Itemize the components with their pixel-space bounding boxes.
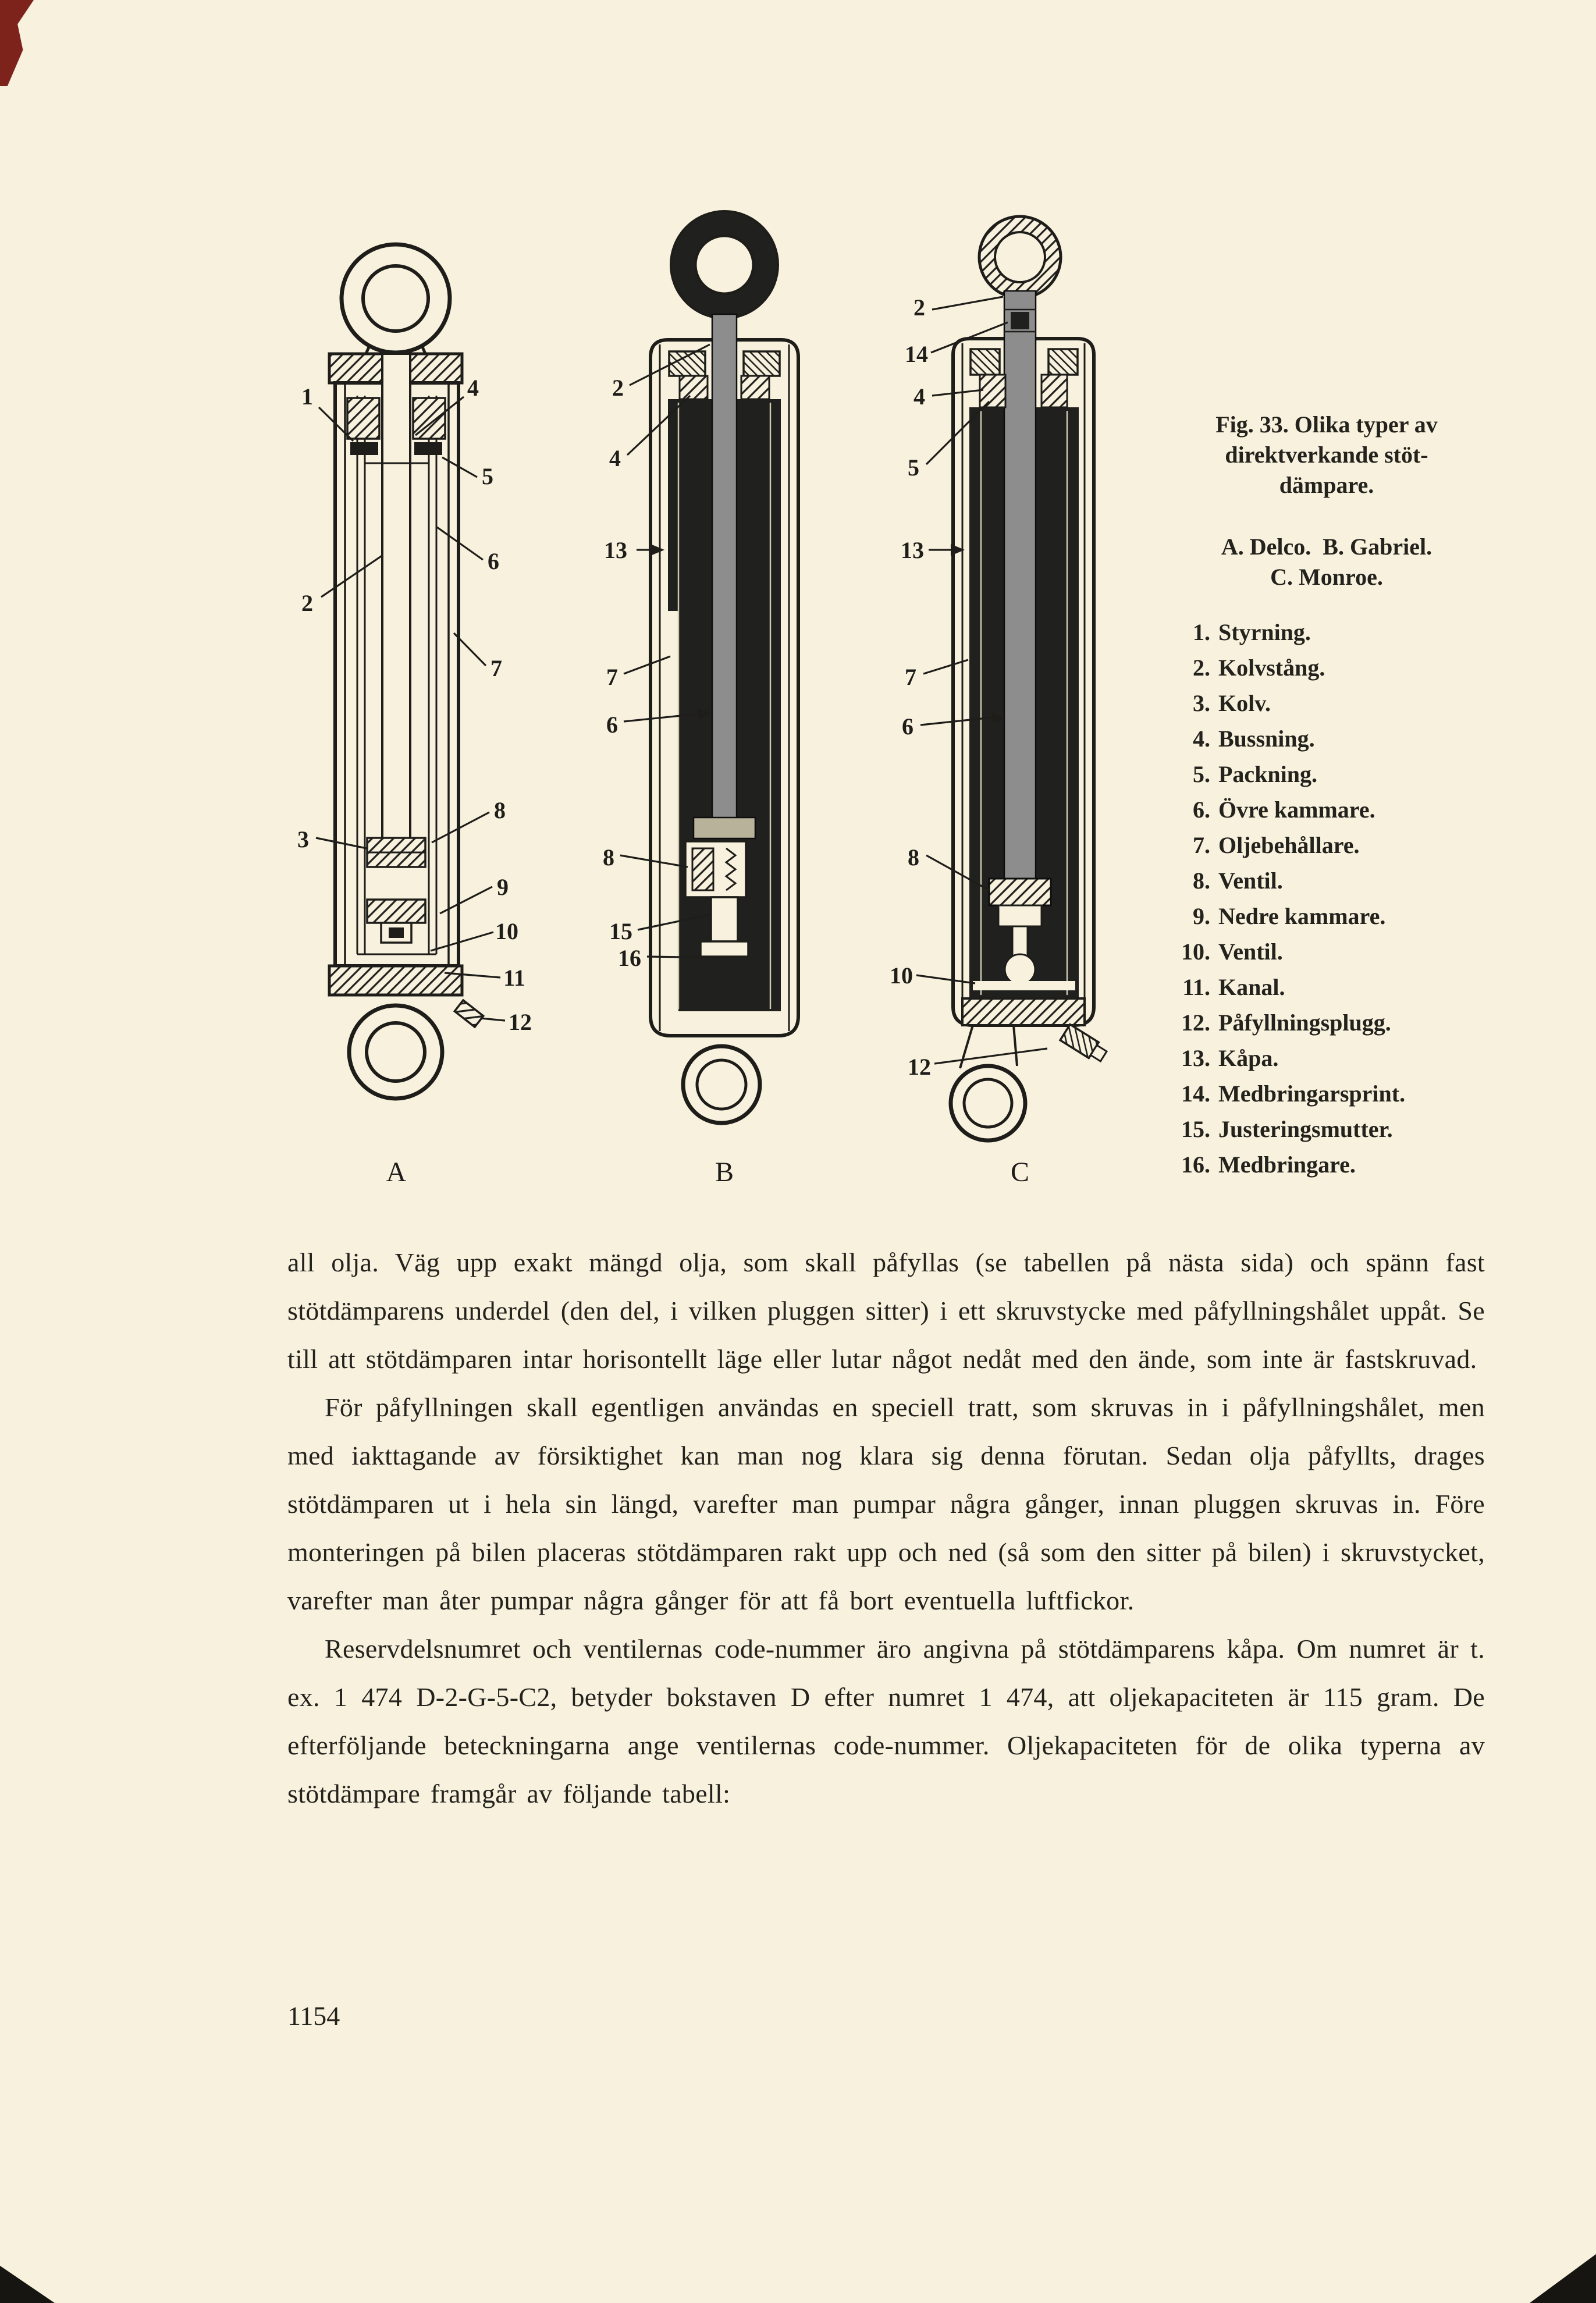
legend-item: [1166, 650, 1405, 685]
callout-b-16: 16: [618, 945, 641, 971]
legend-label: Påfyllningsplugg.: [1218, 1010, 1391, 1036]
figure-caption-line: Fig. 33. Olika typer av: [1215, 411, 1438, 438]
legend-number: 1.: [1193, 619, 1210, 645]
callout-c-5: 5: [908, 454, 919, 481]
paragraph-3: Reservdelsnumret och ventilernas code-nummer äro angivna på stötdämparens kåpa. Om numret är t. ex. 1 474 D-2-G-5-C2, betyder bokstaven D efter numret 1 474, att oljekapaciteten är 115 gram. De efterföljande beteckningarna ange ventilernas code-nummer. Oljekapaciteten för de olika typerna av stötdämpare framgår av följande tabell:: [287, 1634, 1485, 1808]
legend-number: 7.: [1193, 832, 1210, 858]
figure-legend: [1166, 614, 1405, 1182]
fill-plug: [454, 1000, 483, 1027]
legend-label: Medbringarsprint.: [1218, 1081, 1406, 1107]
scan-mark-bottom-right: [1530, 2254, 1596, 2303]
legend-item: [1166, 1147, 1405, 1182]
piston: [694, 818, 755, 838]
callout-a-3: 3: [297, 826, 309, 852]
callout-b-15: 15: [609, 918, 632, 944]
diagram-label-b: B: [715, 1157, 734, 1188]
legend-label: Ventil.: [1218, 868, 1283, 894]
legend-label: Medbringare.: [1218, 1152, 1356, 1178]
legend-label: Kolv.: [1218, 690, 1271, 716]
legend-item: [1166, 934, 1405, 969]
diagram-gabriel-callouts: [603, 375, 641, 971]
legend-item: [1166, 827, 1405, 863]
legend-item: [1166, 614, 1405, 650]
figure-variants: [1152, 532, 1501, 592]
legend-label: Övre kammare.: [1218, 797, 1375, 823]
legend-number: 3.: [1193, 690, 1210, 716]
gland-left: [971, 349, 1000, 375]
piston-rod: [382, 354, 410, 841]
figure-variants-line: C. Monroe.: [1270, 564, 1383, 590]
callout-b-7: 7: [606, 664, 618, 690]
legend-item: [1166, 721, 1405, 756]
driver-pin: [1011, 312, 1029, 329]
legend-label: Styrning.: [1218, 619, 1311, 645]
legend-item: [1166, 898, 1405, 934]
piston: [989, 879, 1051, 905]
bottom-cap: [962, 998, 1085, 1025]
callout-a-1: 1: [301, 383, 313, 410]
legend-number: 9.: [1193, 903, 1210, 929]
callout-a-5: 5: [482, 463, 493, 489]
legend-number: 6.: [1193, 797, 1210, 823]
legend-label: Oljebehållare.: [1218, 832, 1360, 858]
legend-item: [1166, 685, 1405, 721]
legend-label: Justeringsmutter.: [1218, 1116, 1393, 1142]
legend-label: Bussning.: [1218, 726, 1315, 752]
adjusting-nut: [711, 897, 738, 941]
legend-number: 16.: [1181, 1152, 1210, 1178]
legend-number: 8.: [1193, 868, 1210, 894]
callout-c-13: 13: [901, 537, 924, 563]
bottom-cap: [329, 966, 462, 995]
paragraph-1: all olja. Väg upp exakt mängd olja, som skall påfyllas (se tabellen på nästa sida) och spänn fast stötdämparens underdel (den del, i vilken pluggen sitter) i ett skruvstycke med påfyllningshålet uppåt. Se till att stötdämparen intar horisontellt läge eller lutar något nedåt med den ände, som inte är fastskruvad.: [287, 1248, 1485, 1374]
callout-a-9: 9: [497, 874, 509, 900]
legend-label: Kåpa.: [1218, 1045, 1279, 1071]
legend-item: [1166, 792, 1405, 827]
fill-plug: [1060, 1025, 1108, 1064]
legend-item: [1166, 1005, 1405, 1040]
base-valve: [1005, 954, 1035, 985]
body-text: [287, 1238, 1485, 1818]
callout-a-7: 7: [490, 655, 502, 681]
callout-a-4: 4: [467, 375, 479, 401]
callout-c-6: 6: [902, 713, 913, 740]
callout-a-12: 12: [509, 1009, 532, 1035]
page-number: 1154: [287, 2001, 340, 2031]
driver: [701, 941, 748, 957]
base-valve: [367, 900, 425, 923]
callout-c-10: 10: [890, 962, 913, 989]
scan-mark-bottom-left: [0, 2266, 55, 2303]
gland-left: [347, 398, 379, 439]
legend-item: [1166, 1076, 1405, 1111]
legend-item: [1166, 1111, 1405, 1147]
callout-b-8: 8: [603, 844, 614, 870]
callout-b-13: 13: [604, 537, 627, 563]
legend-label: Kanal.: [1218, 974, 1285, 1000]
figure-caption-line: dämpare.: [1279, 472, 1374, 498]
legend-label: Nedre kammare.: [1218, 903, 1386, 929]
callout-b-6: 6: [606, 712, 618, 738]
legend-label: Packning.: [1218, 761, 1318, 787]
diagram-label-a: A: [386, 1157, 407, 1188]
bottom-eye: [683, 1046, 760, 1123]
callout-a-6: 6: [488, 548, 499, 574]
callout-c-7: 7: [905, 664, 916, 690]
paragraph-2: För påfyllningen skall egentligen användas en speciell tratt, som skruvas in i påfyllningshålet, men med iakttagande av försiktighet kan man nog klara sig denna förutan. Sedan olja påfyllts, drages stötdämparen ut i hela sin längd, varefter man pumpar några gånger, innan pluggen skruvas in. Före monteringen på bilen placeras stötdämparen rakt upp och ned (så som den sitter på bilen) i skruvstycket, varefter man åter pumpar några gånger för att få bort eventuella luftfickor.: [287, 1392, 1485, 1615]
legend-item: [1166, 863, 1405, 898]
callout-c-2: 2: [913, 294, 925, 321]
figure-caption-line: direktverkande stöt-: [1225, 442, 1428, 468]
legend-item: [1166, 969, 1405, 1005]
gland-right: [1048, 349, 1078, 375]
callout-c-14: 14: [905, 341, 928, 367]
callout-a-8: 8: [494, 797, 506, 823]
diagram-letters: [386, 1157, 1029, 1188]
diagram-delco: [329, 244, 484, 1099]
legend-number: 2.: [1193, 655, 1210, 681]
legend-number: 4.: [1193, 726, 1210, 752]
diagram-gabriel: [651, 211, 798, 1123]
top-eye: [342, 244, 450, 353]
callout-a-2: 2: [301, 590, 313, 616]
legend-number: 15.: [1181, 1116, 1210, 1142]
legend-number: 14.: [1181, 1081, 1210, 1107]
legend-number: 10.: [1181, 939, 1210, 965]
bottom-eye: [349, 1005, 442, 1099]
piston-rod: [712, 314, 737, 826]
legend-number: 11.: [1182, 974, 1210, 1000]
callout-c-12: 12: [908, 1054, 931, 1080]
legend-number: 12.: [1181, 1010, 1210, 1036]
callout-b-2: 2: [612, 375, 624, 401]
callout-a-11: 11: [503, 965, 525, 991]
figure-caption: [1152, 410, 1501, 500]
diagram-label-c: C: [1010, 1157, 1030, 1188]
figure-33-illustration: [0, 204, 1140, 1204]
diagram-monroe: [951, 216, 1108, 1140]
bottom-eye: [951, 1066, 1025, 1140]
diagram-monroe-callouts: [890, 294, 931, 1080]
legend-label: Kolvstång.: [1218, 655, 1325, 681]
legend-label: Ventil.: [1218, 939, 1283, 965]
legend-item: [1166, 756, 1405, 792]
callout-c-4: 4: [913, 383, 925, 410]
scan-mark-top-left: [0, 0, 34, 86]
piston-rod: [1004, 291, 1036, 881]
legend-item: [1166, 1040, 1405, 1076]
gland-right: [744, 351, 780, 376]
legend-number: 13.: [1181, 1045, 1210, 1071]
callout-a-10: 10: [495, 918, 518, 944]
callout-c-8: 8: [908, 844, 919, 870]
callout-b-4: 4: [609, 445, 621, 471]
legend-number: 5.: [1193, 761, 1210, 787]
figure-variants-line: A. Delco. B. Gabriel.: [1221, 534, 1433, 560]
